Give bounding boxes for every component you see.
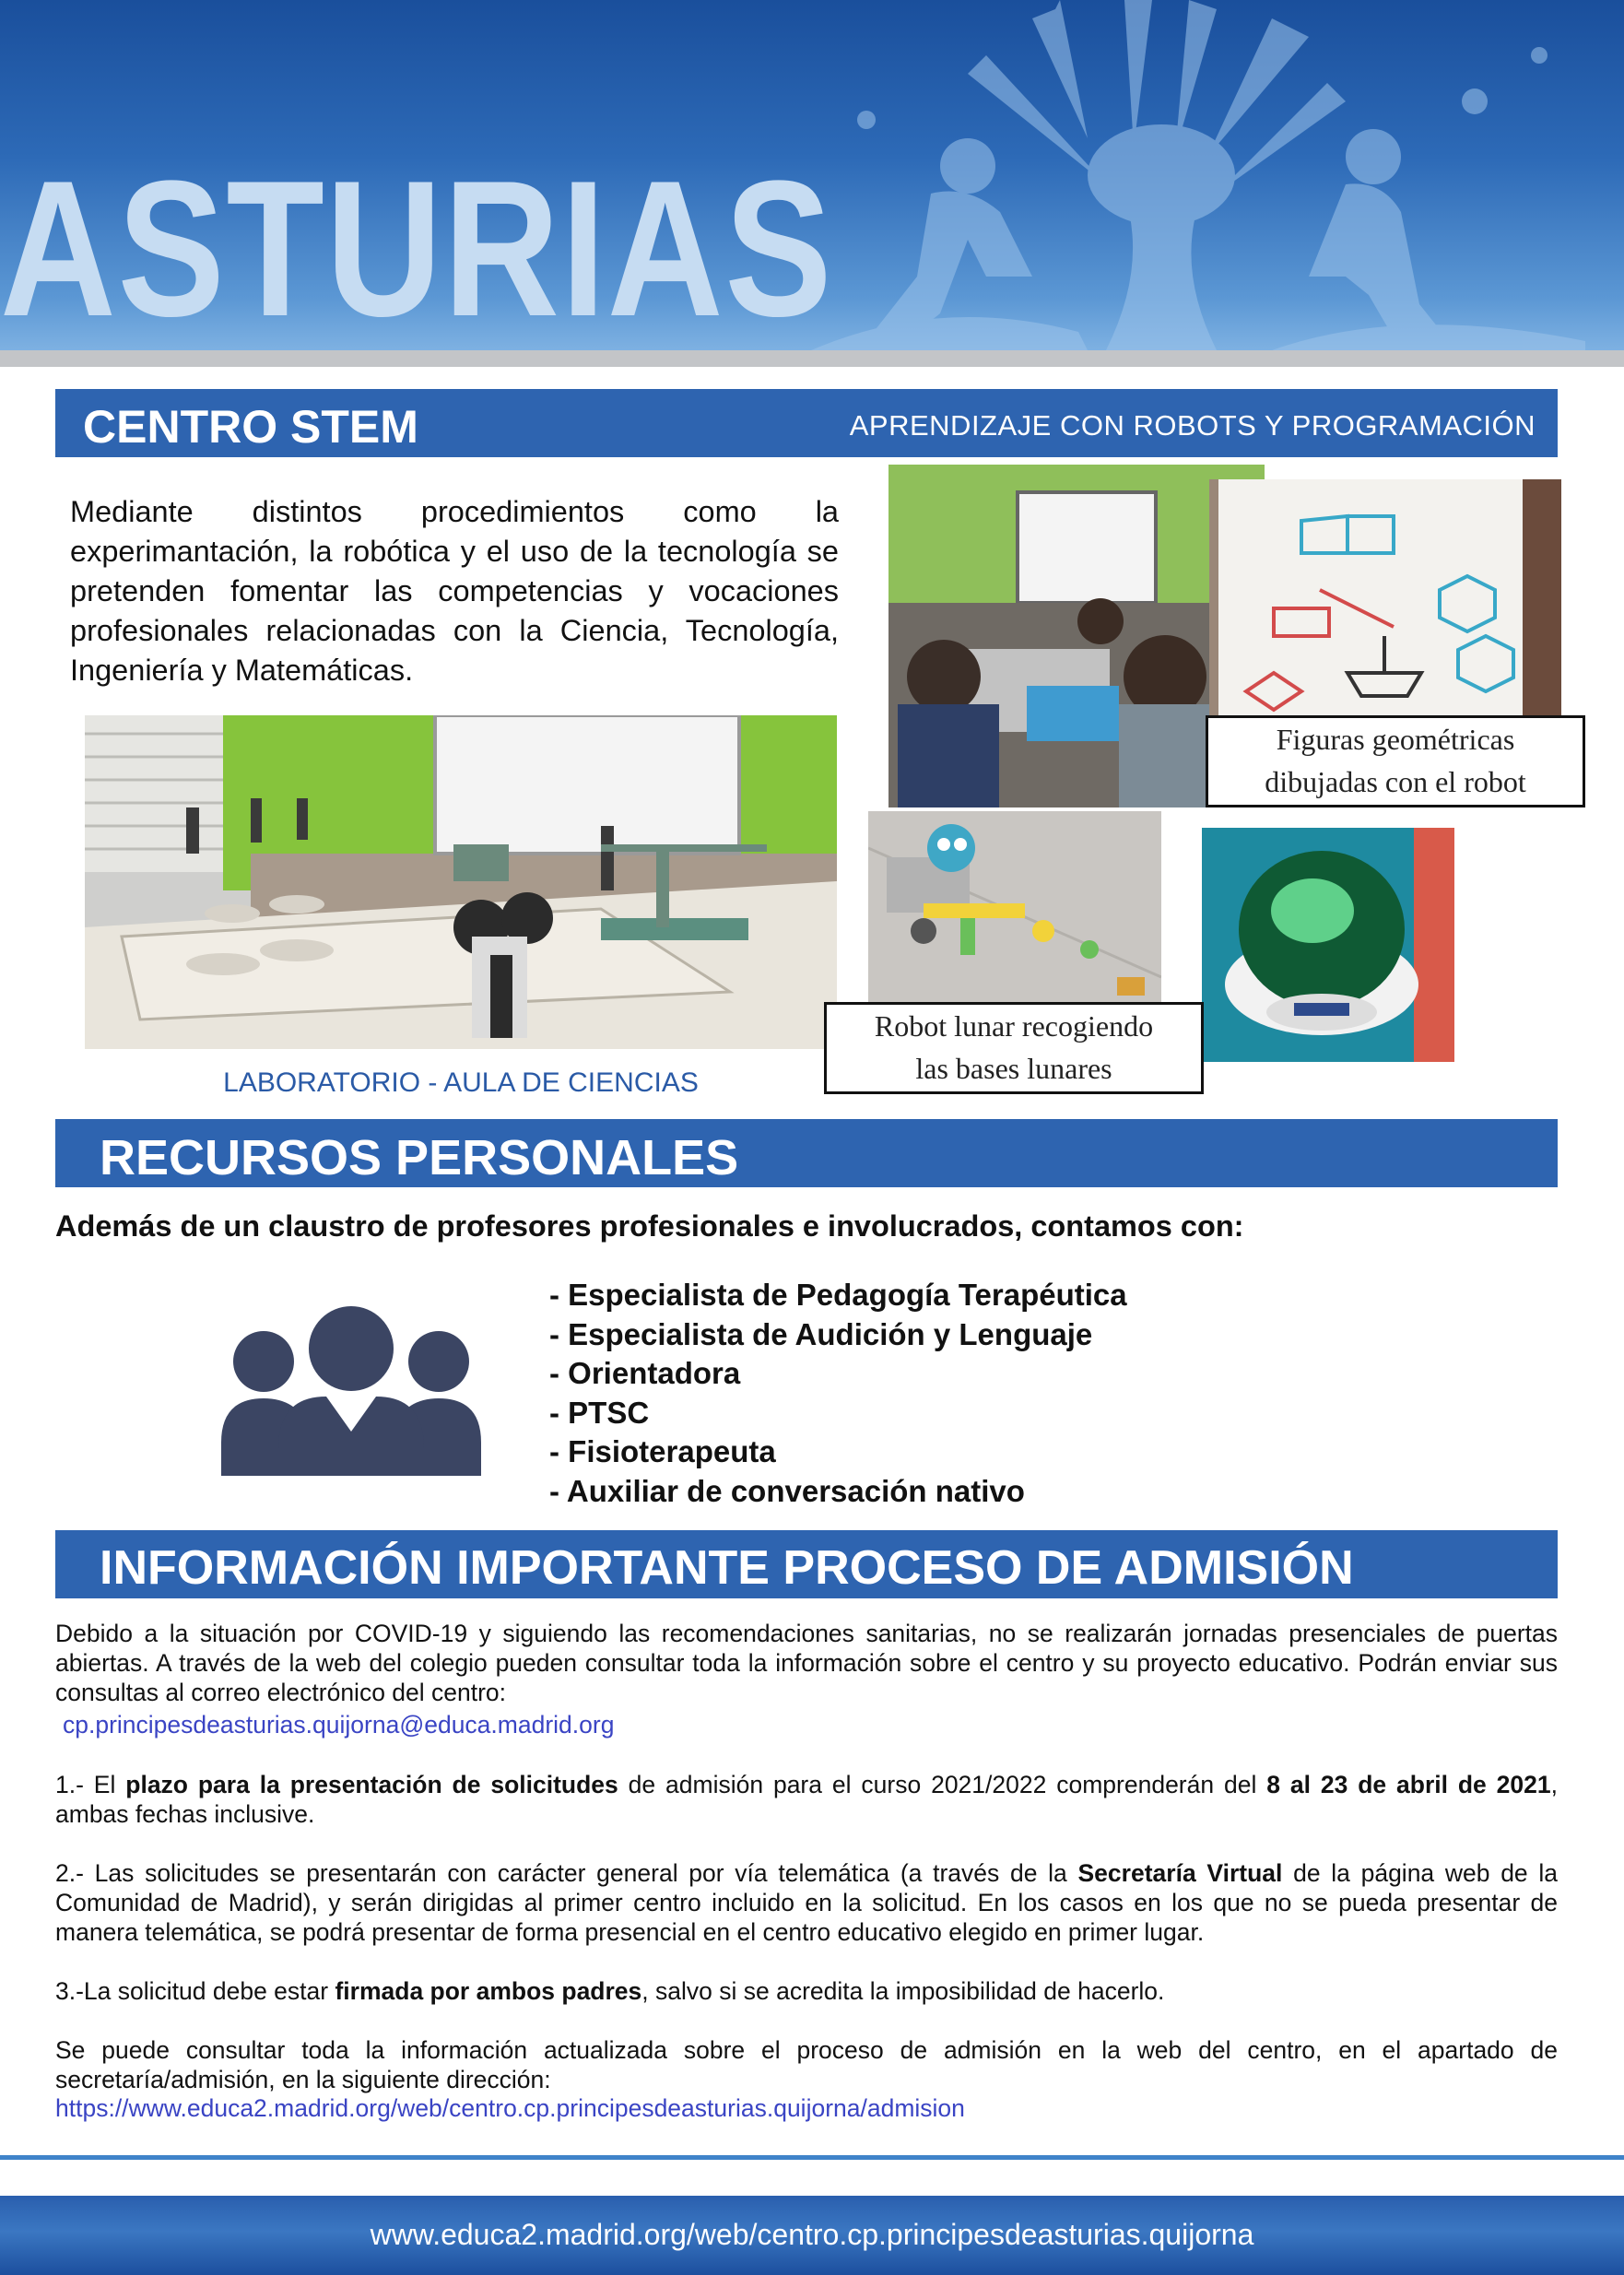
email-link[interactable]: cp.principesdeasturias.quijorna@educa.madrid.org	[63, 1711, 615, 1739]
section-bar-admision	[55, 1530, 1558, 1598]
admision-point-2	[55, 1858, 1558, 1947]
recursos-list	[549, 1276, 1127, 1511]
footer-url-link[interactable]: www.educa2.madrid.org/web/centro.cp.principesdeasturias.quijorna	[370, 2218, 1254, 2251]
p1-text-e: , ambas fechas inclusive.	[55, 1771, 1559, 1828]
caption-lunar-robot	[824, 1002, 1204, 1094]
footer-banner	[0, 2196, 1624, 2275]
admision-point-1	[55, 1770, 1558, 1829]
p3-text-a: 3.-La solicitud debe estar	[55, 1977, 335, 2005]
photo-geometric-drawing	[1209, 479, 1561, 721]
section-title-stem: CENTRO STEM	[83, 401, 418, 453]
admision-more-info: Se puede consultar toda la información actualizada sobre el proceso de admisión en la web del centro, en el apartado de secretaría/admisión, en la siguiente dirección:	[55, 2036, 1558, 2093]
recursos-intro: Además de un claustro de profesores profesionales e involucrados, contamos con:	[55, 1209, 1244, 1243]
list-item: - Especialista de Pedagogía Terapéutica	[549, 1278, 1127, 1312]
p1-text-b: plazo para la presentación de solicitudes	[125, 1771, 618, 1798]
header-divider	[0, 350, 1624, 367]
p1-text-d: 8 al 23 de abril de 2021	[1266, 1771, 1551, 1798]
footer-divider	[0, 2155, 1624, 2160]
list-item: - Especialista de Audición y Lenguaje	[549, 1316, 1093, 1351]
stem-description: Mediante distintos procedimientos como la experimantación, la robótica y el uso de la tecnología se pretenden fomentar las competencias y vocaciones profesionales relacionadas con la Ciencia, Tecnología, Ingeniería y Matemáticas.	[70, 495, 839, 687]
header-banner	[0, 0, 1624, 350]
p2-text-a: 2.- Las solicitudes se presentarán con carácter general por vía telemática (a través de la	[55, 1859, 1078, 1887]
photo-laboratory	[85, 715, 837, 1049]
section-bar-stem	[55, 389, 1558, 457]
header-title: ASTURIAS	[0, 140, 834, 350]
admision-url-link[interactable]: https://www.educa2.madrid.org/web/centro.cp.principesdeasturias.quijorna/admision	[55, 2094, 965, 2122]
tree-children-illustration	[756, 0, 1624, 350]
p3-text-b: firmada por ambos padres	[335, 1977, 642, 2005]
caption-geometric-line-1: Figuras geométricas	[1276, 723, 1515, 756]
section-subtitle-stem: APRENDIZAJE CON ROBOTS Y PROGRAMACIÓN	[849, 409, 1536, 442]
photo-lunar-robot	[868, 811, 1161, 1014]
p2-text-b: Secretaría Virtual	[1077, 1859, 1283, 1887]
admision-intro: Debido a la situación por COVID-19 y siguiendo las recomendaciones sanitarias, no se realizarán jornadas presenciales de puertas abiertas. A través de la web del colegio pueden consultar toda la información sobre el centro y su proyecto educativo. Podrán enviar sus consultas al correo electrónico del centro:	[55, 1620, 1558, 1706]
section-title-admision: INFORMACIÓN IMPORTANTE PROCESO DE ADMISIÓN	[100, 1541, 1354, 1595]
people-group-icon	[221, 1304, 481, 1476]
caption-robot-line-1: Robot lunar recogiendo	[874, 1009, 1154, 1043]
caption-robot-line-2: las bases lunares	[915, 1052, 1112, 1085]
list-item: - Fisioterapeuta	[549, 1434, 776, 1468]
p2-text-c: de la página web de la Comunidad de Madrid), y serán dirigidas al primer centro incluido en la solicitud. En los casos en los que no se pueda presentar de manera telemática, se podrá presentar de forma presencial en el centro educativo elegido en primer lugar.	[55, 1859, 1559, 1946]
p1-text-c: de admisión para el curso 2021/2022 comprenderán del	[618, 1771, 1267, 1798]
section-bar-recursos	[55, 1119, 1558, 1187]
list-item: - PTSC	[549, 1395, 650, 1430]
admision-point-3	[55, 1976, 1558, 2006]
list-item: - Orientadora	[549, 1356, 741, 1390]
lab-caption: LABORATORIO - AULA DE CIENCIAS	[223, 1067, 699, 1098]
caption-geometric-figures	[1206, 715, 1585, 807]
p3-text-c: , salvo si se acredita la imposibilidad de hacerlo.	[641, 1977, 1165, 2005]
photo-bot-robot	[1202, 828, 1454, 1062]
caption-geometric-line-2: dibujadas con el robot	[1265, 765, 1526, 798]
section-title-recursos: RECURSOS PERSONALES	[100, 1130, 739, 1185]
p1-text-a: 1.- El	[55, 1771, 126, 1798]
list-item: - Auxiliar de conversación nativo	[549, 1473, 1025, 1508]
